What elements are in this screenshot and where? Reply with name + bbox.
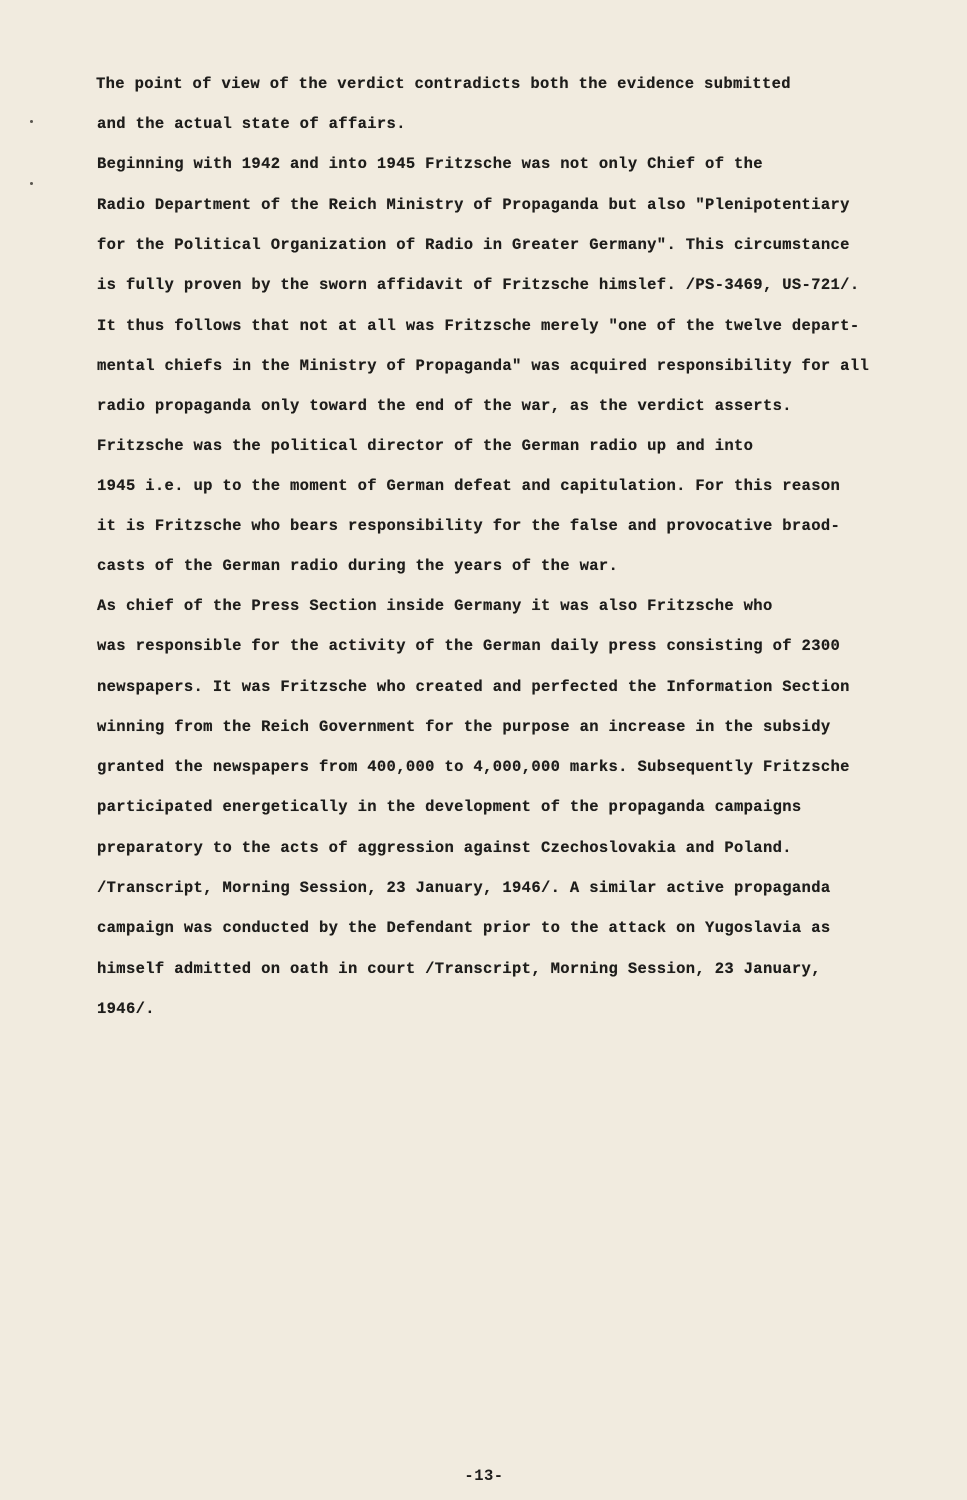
text-line: /Transcript, Morning Session, 23 January, 1946/. A similar active propaganda [97,879,831,897]
text-line: mental chiefs in the Ministry of Propaganda" was acquired responsibility for all [97,357,870,375]
text-line: Beginning with 1942 and into 1945 Fritzsche was not only Chief of the [97,155,763,173]
text-line: himself admitted on oath in court /Transcript, Morning Session, 23 January, [97,960,821,978]
margin-speck [30,182,33,185]
text-line: newspapers. It was Fritzsche who created and perfected the Information Section [97,678,850,696]
text-line: preparatory to the acts of aggression against Czechoslovakia and Poland. [97,839,792,857]
text-line: It thus follows that not at all was Fritzsche merely "one of the twelve depart- [97,317,860,335]
text-line: for the Political Organization of Radio in Greater Germany". This circumstance [97,236,850,254]
text-line: it is Fritzsche who bears responsibility for the false and provocative braod- [97,517,841,535]
text-line: Radio Department of the Reich Ministry of Propaganda but also "Plenipotentiary [97,196,850,214]
text-line: 1945 i.e. up to the moment of German defeat and capitulation. For this reason [97,477,841,495]
text-line: was responsible for the activity of the German daily press consisting of 2300 [97,637,841,655]
page-number: -13- [464,1467,504,1485]
text-line: and the actual state of affairs. [97,115,406,133]
text-line: winning from the Reich Government for the purpose an increase in the subsidy [97,718,831,736]
text-line: participated energetically in the development of the propaganda campaigns [97,798,802,816]
text-line: granted the newspapers from 400,000 to 4,000,000 marks. Subsequently Fritzsche [97,758,850,776]
text-line: The point of view of the verdict contradicts both the evidence submitted [96,75,791,93]
text-line: is fully proven by the sworn affidavit of Fritzsche himslef. /PS-3469, US-721/. [97,276,860,294]
text-line: casts of the German radio during the years of the war. [97,557,619,575]
margin-speck [30,120,33,123]
text-line: Fritzsche was the political director of the German radio up and into [97,437,754,455]
text-line: campaign was conducted by the Defendant prior to the attack on Yugoslavia as [97,919,831,937]
text-line: radio propaganda only toward the end of the war, as the verdict asserts. [97,397,792,415]
text-line: 1946/. [97,1000,155,1018]
text-line: As chief of the Press Section inside Germany it was also Fritzsche who [97,597,773,615]
